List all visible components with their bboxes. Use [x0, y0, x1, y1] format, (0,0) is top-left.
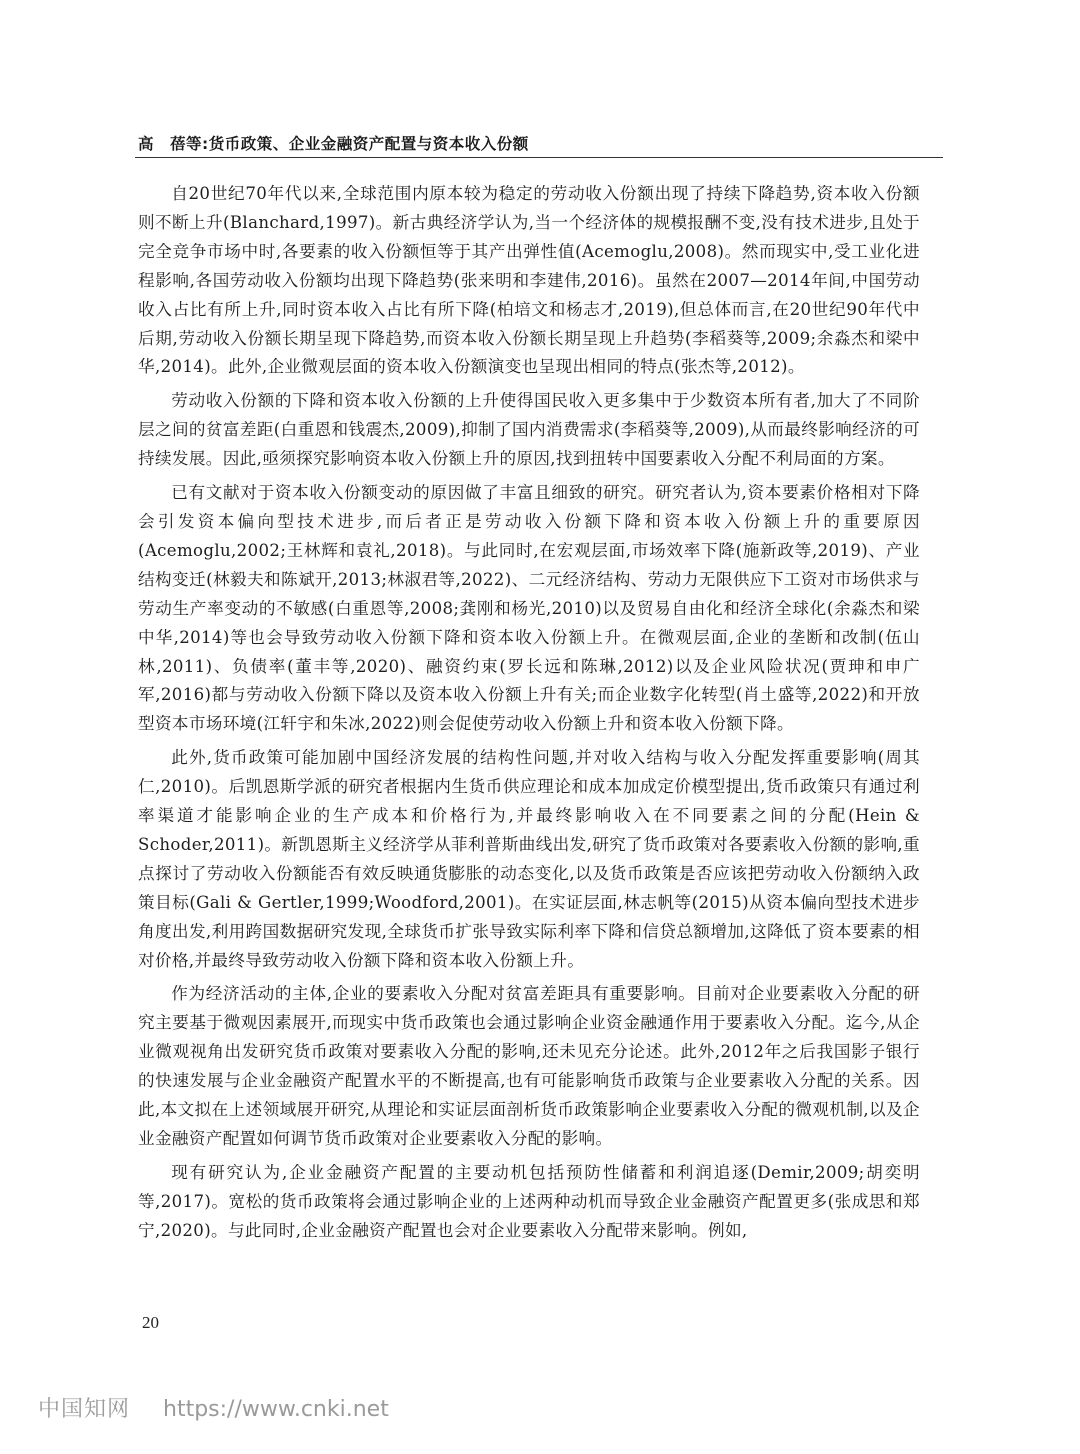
paragraph-6: 现有研究认为,企业金融资产配置的主要动机包括预防性储蓄和利润追逐(Demir,2009;胡奕明等,2017)。宽松的货币政策将会通过影响企业的上述两种动机而导致企业金融资产配置更多(张成思和郑宁,2020)。与此同时,企业金融资产配置也会对企业要素收入分配带来影响。例如, — [138, 1162, 920, 1240]
paragraph-2: 劳动收入份额的下降和资本收入份额的上升使得国民收入更多集中于少数资本所有者,加大了不同阶层之间的贫富差距(白重恩和钱震杰,2009),抑制了国内消费需求(李稻葵等,2009),从而最终影响经济的可持续发展。因此,亟须探究影响资本收入份额上升的原因,找到扭转中国要素收入分配不利局面的方案。 — [138, 391, 920, 469]
page-number: 20 — [142, 1313, 159, 1332]
paragraph-4: 此外,货币政策可能加剧中国经济发展的结构性问题,并对收入结构与收入分配发挥重要影响(周其仁,2010)。后凯恩斯学派的研究者根据内生货币供应理论和成本加成定价模型提出,货币政策只有通过利率渠道才能影响企业的生产成本和价格行为,并最终影响收入在不同要素之间的分配(Hein & Schoder,2011)。新凯恩斯主义经济学从菲利普斯曲线出发,研究了货币政策对各要素收入份额的影响,重点探讨了劳动收入份额能否有效反映通货膨胀的动态变化,以及货币政策是否应该把劳动收入份额纳入政策目标(Gali & Gertler,1999;Woodford,2001)。在实证层面,林志帆等(2015)从资本偏向型技术进步角度出发,利用跨国数据研究发现,全球货币扩张导致实际利率下降和信贷总额增加,这降低了资本要素的相对价格,并最终导致劳动收入份额下降和资本收入份额上升。 — [138, 748, 920, 970]
cnki-logo-text: 中国知网 — [38, 1397, 131, 1422]
running-header: 高 蓓等:货币政策、企业金融资产配置与资本收入份额 — [138, 135, 529, 153]
article-body — [138, 180, 920, 1251]
cnki-watermark — [38, 1392, 389, 1423]
paragraph-5: 作为经济活动的主体,企业的要素收入分配对贫富差距具有重要影响。目前对企业要素收入分配的研究主要基于微观因素展开,而现实中货币政策也会通过影响企业资金融通作用于要素收入分配。迄今,从企业微观视角出发研究货币政策对要素收入分配的影响,还未见充分论述。此外,2012年之后我国影子银行的快速发展与企业金融资产配置水平的不断提高,也有可能影响货币政策与企业要素收入分配的关系。因此,本文拟在上述领域展开研究,从理论和实证层面剖析货币政策影响企业要素收入分配的微观机制,以及企业金融资产配置如何调节货币政策对企业要素收入分配的影响。 — [138, 984, 920, 1148]
paragraph-3: 已有文献对于资本收入份额变动的原因做了丰富且细致的研究。研究者认为,资本要素价格相对下降会引发资本偏向型技术进步,而后者正是劳动收入份额下降和资本收入份额上升的重要原因(Acemoglu,2002;王林辉和袁礼,2018)。与此同时,在宏观层面,市场效率下降(施新政等,2019)、产业结构变迁(林毅夫和陈斌开,2013;林淑君等,2022)、二元经济结构、劳动力无限供应下工资对市场供求与劳动生产率变动的不敏感(白重恩等,2008;龚刚和杨光,2010)以及贸易自由化和经济全球化(余淼杰和梁中华,2014)等也会导致劳动收入份额下降和资本收入份额上升。在微观层面,企业的垄断和改制(伍山林,2011)、负债率(董丰等,2020)、融资约束(罗长远和陈琳,2012)以及企业风险状况(贾珅和申广军,2016)都与劳动收入份额下降以及资本收入份额上升有关;而企业数字化转型(肖土盛等,2022)和开放型资本市场环境(江轩宇和朱冰,2022)则会促使劳动收入份额上升和资本收入份额下降。 — [138, 483, 920, 734]
header-rule — [135, 157, 943, 158]
cnki-url: https://www.cnki.net — [163, 1397, 389, 1422]
paragraph-1: 自20世纪70年代以来,全球范围内原本较为稳定的劳动收入份额出现了持续下降趋势,资本收入份额则不断上升(Blanchard,1997)。新古典经济学认为,当一个经济体的规模报酬不变,没有技术进步,且处于完全竞争市场中时,各要素的收入份额恒等于其产出弹性值(Acemoglu,2008)。然而现实中,受工业化进程影响,各国劳动收入份额均出现下降趋势(张来明和李建伟,2016)。虽然在2007—2014年间,中国劳动收入占比有所上升,同时资本收入占比有所下降(柏培文和杨志才,2019),但总体而言,在20世纪90年代中后期,劳动收入份额长期呈现下降趋势,而资本收入份额长期呈现上升趋势(李稻葵等,2009;余淼杰和梁中华,2014)。此外,企业微观层面的资本收入份额演变也呈现出相同的特点(张杰等,2012)。 — [138, 184, 920, 377]
